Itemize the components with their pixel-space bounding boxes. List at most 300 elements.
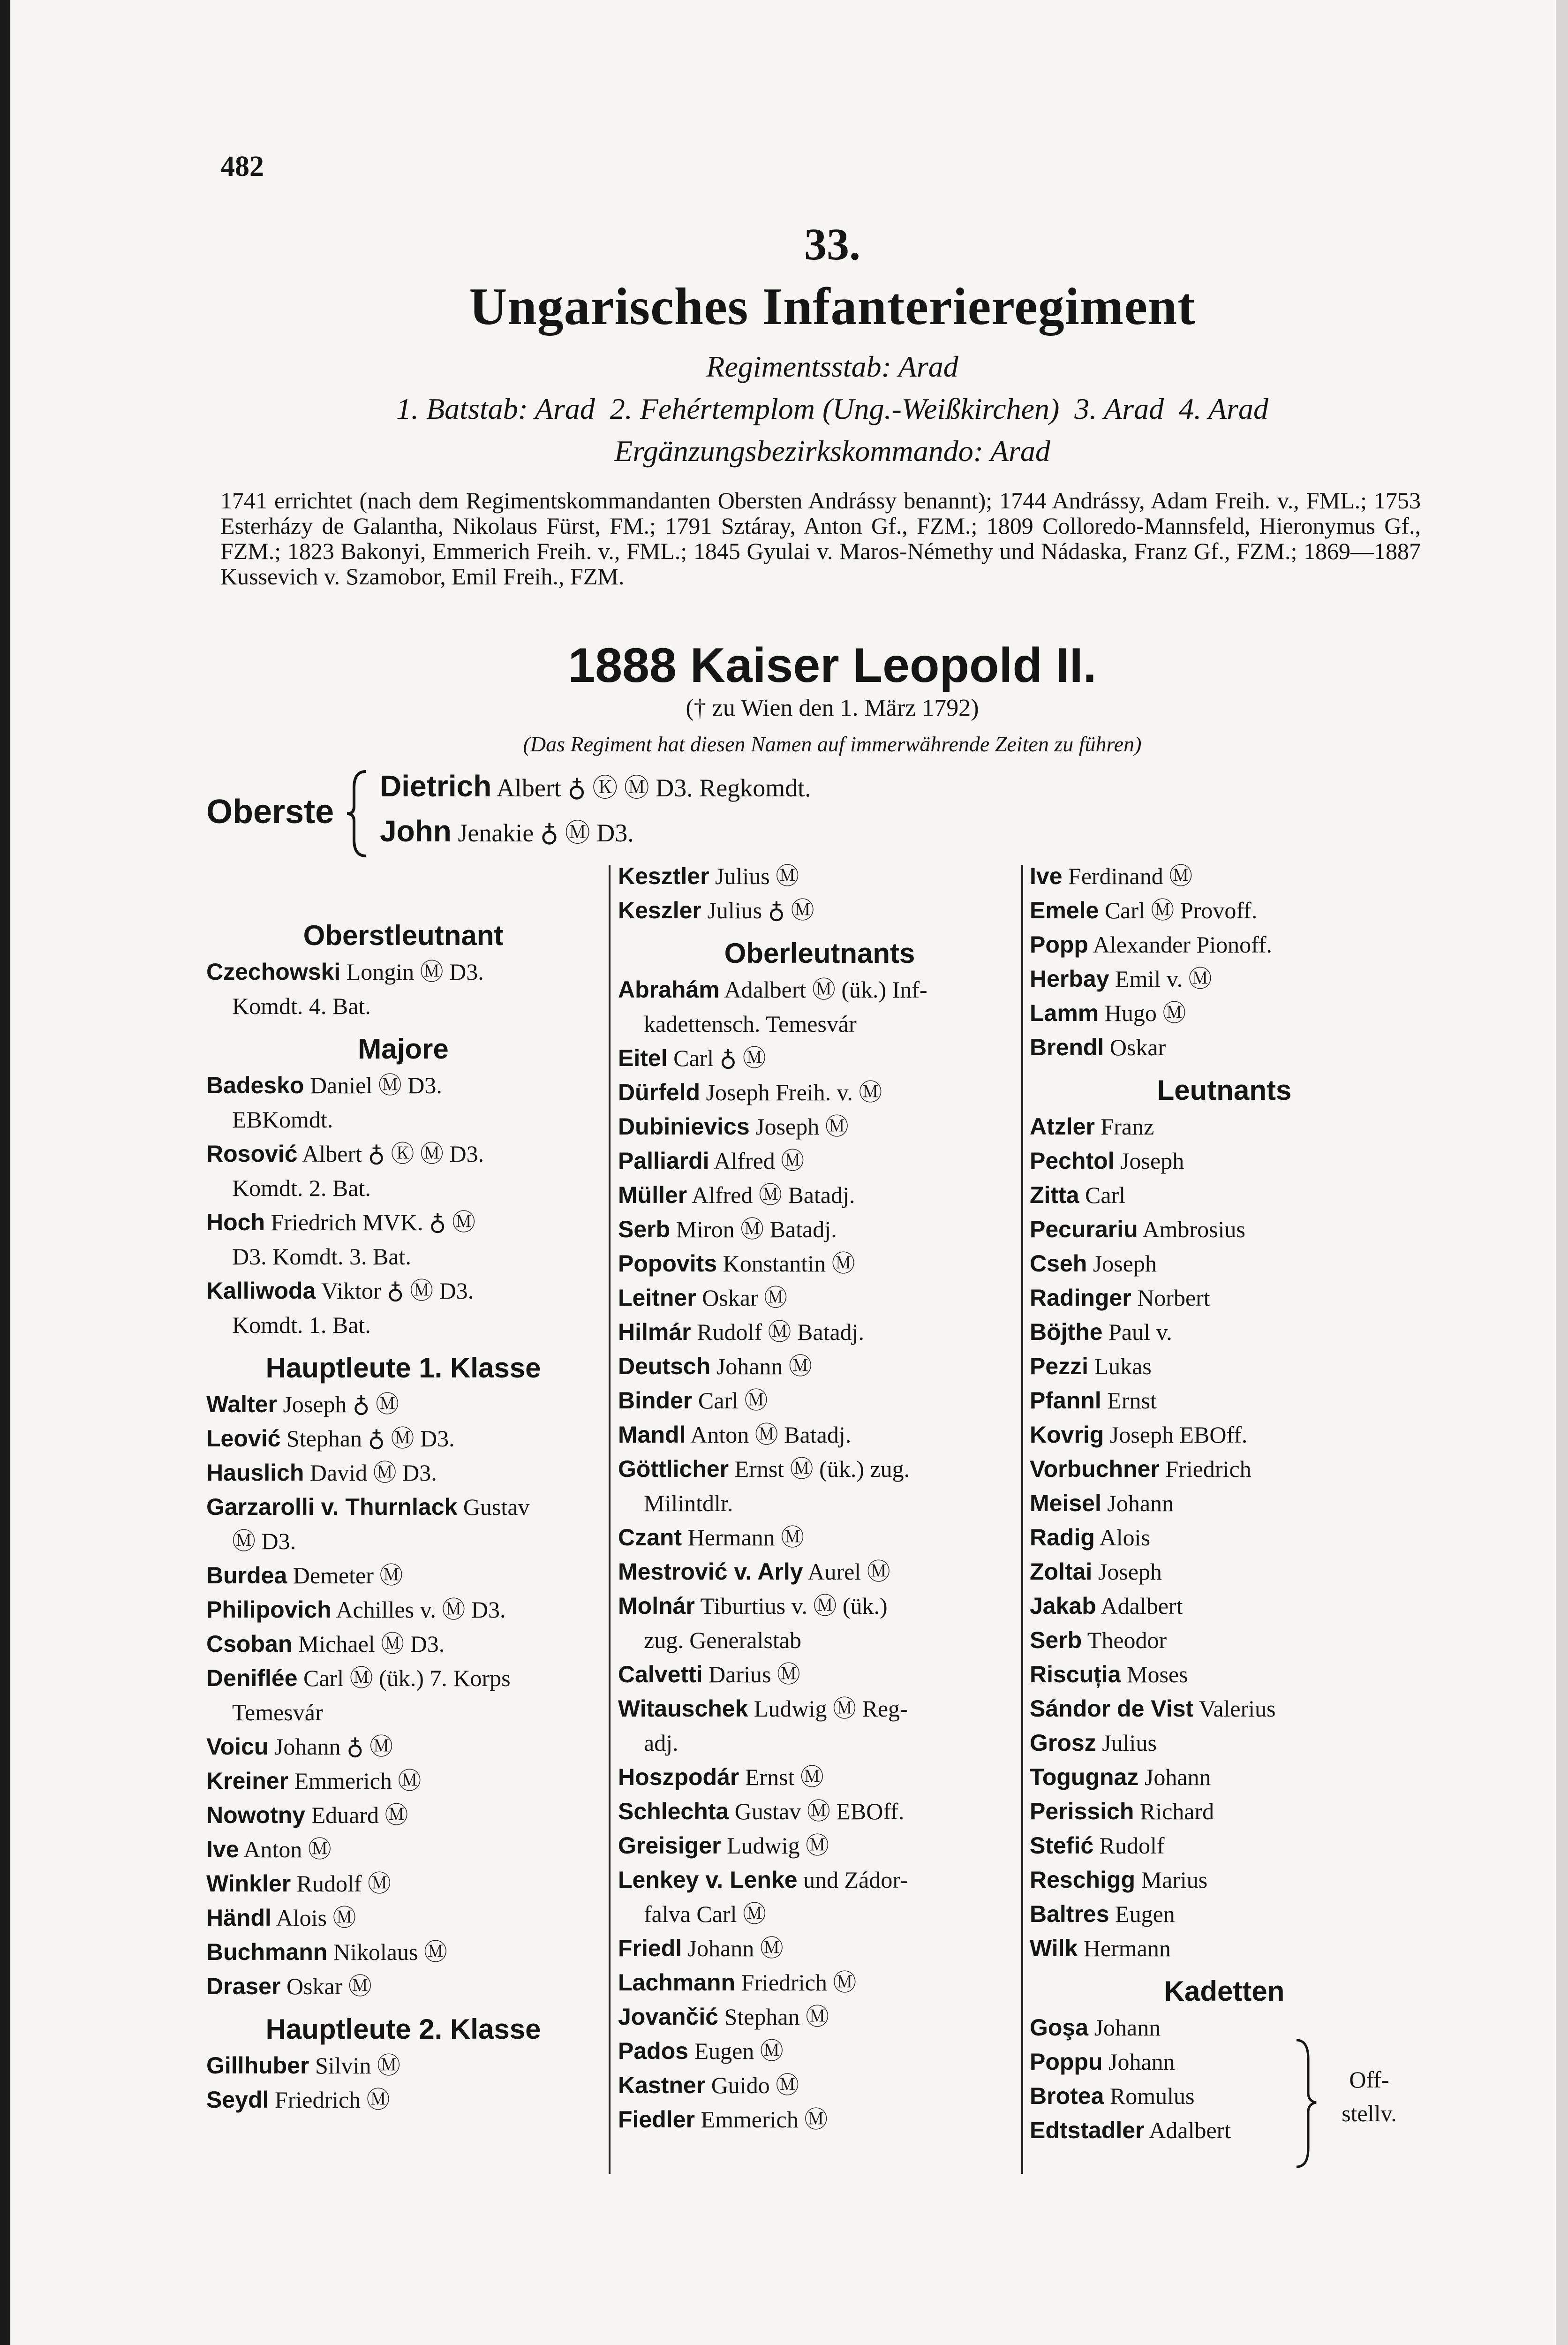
officer-entry	[1030, 1110, 1419, 1144]
officer-surname: Emele	[1030, 897, 1099, 923]
officer-surname: Leović	[206, 1425, 281, 1452]
officer-surname: Mandl	[618, 1422, 686, 1448]
officer-entry	[1030, 962, 1419, 996]
officer-entry	[618, 1931, 1021, 1966]
officer-entry	[618, 1692, 1021, 1726]
scan-border-left	[0, 0, 10, 2345]
officer-entry	[1030, 1030, 1419, 1065]
officer-surname: Kreiner	[206, 1768, 289, 1794]
regiment-title: Ungarisches Infanterieregiment	[469, 278, 1196, 336]
officer-entry	[206, 1764, 600, 1798]
officer-details: Romulus	[1109, 2083, 1195, 2109]
officer-entry	[1030, 1281, 1419, 1315]
officer-details: Daniel Ⓜ D3.	[309, 1072, 442, 1098]
column-left	[206, 910, 600, 2117]
officer-entry	[618, 1418, 1021, 1452]
officer-details: Friedrich Ⓜ	[274, 2087, 390, 2113]
officer-details: Tiburtius v. Ⓜ (ük.)	[700, 1593, 888, 1619]
officer-surname: Atzler	[1030, 1113, 1095, 1140]
officer-entry	[1030, 1726, 1419, 1760]
officer-surname: Mestrović v. Arly	[618, 1558, 803, 1585]
page-number: 482	[220, 151, 264, 182]
officer-details: Stephan Ⓜ	[724, 2004, 829, 2030]
officer-details: Albert ♁ Ⓚ Ⓜ D3.	[302, 1141, 484, 1167]
officer-surname: Buchmann	[206, 1939, 328, 1965]
officer-entry	[618, 1110, 1021, 1144]
section-heading: Oberstleutnant	[303, 920, 504, 951]
officer-surname: Deutsch	[618, 1353, 711, 1379]
column-divider	[609, 865, 611, 2174]
regiment-number: 33.	[804, 219, 860, 269]
officer-entry	[618, 1829, 1021, 1863]
officer-surname: Hoszpodár	[618, 1764, 739, 1790]
officer-details: Aurel Ⓜ	[807, 1558, 890, 1585]
officer-details: Ernst Ⓜ	[745, 1764, 824, 1790]
officer-entry	[206, 2083, 600, 2117]
officer-entry	[1030, 1931, 1419, 1966]
officer-details: Ludwig Ⓜ	[727, 1832, 829, 1859]
officer-details: Gustav Ⓜ EBOff.	[734, 1798, 905, 1824]
officer-details: Adalbert	[1101, 1593, 1183, 1619]
officer-entry	[206, 1068, 600, 1103]
officer-entry	[1030, 928, 1419, 962]
officer-entry-continuation: zug. Generalstab	[644, 1627, 801, 1653]
officer-details: Julius Ⓜ	[715, 863, 799, 889]
oberste-label: Oberste	[206, 793, 334, 831]
officer-entry	[1030, 1692, 1419, 1726]
officer-details: Hugo Ⓜ	[1104, 1000, 1186, 1026]
officer-details: Lukas	[1094, 1353, 1152, 1379]
officer-entry-continuation: Komdt. 1. Bat.	[232, 1312, 371, 1338]
officer-details: Hermann	[1083, 1935, 1171, 1961]
officer-entry	[618, 1966, 1021, 2000]
officer-details: Johann Ⓜ	[687, 1935, 784, 1961]
officer-entry	[618, 1657, 1021, 1692]
officer-entry-continuation: Komdt. 4. Bat.	[232, 993, 371, 1019]
officer-details: Silvin Ⓜ	[315, 2052, 400, 2079]
officer-entry	[1030, 1589, 1419, 1623]
officer-surname: Ive	[206, 1836, 239, 1862]
officer-details: Achilles v. Ⓜ D3.	[336, 1596, 506, 1623]
officer-details: Konstantin Ⓜ	[723, 1250, 855, 1277]
officer-entry	[206, 1798, 600, 1832]
officer-surname: Dürfeld	[618, 1079, 700, 1105]
officer-surname: Vorbuchner	[1030, 1456, 1160, 1482]
officer-surname: Abrahám	[618, 976, 720, 1003]
officer-details: Darius Ⓜ	[709, 1661, 800, 1687]
oberste-list	[380, 764, 811, 855]
officer-entry	[618, 2034, 1021, 2068]
officer-details: Oskar Ⓜ	[702, 1285, 788, 1311]
officer-surname: Poppu	[1030, 2049, 1103, 2075]
officer-entry-continuation: falva Carl Ⓜ	[644, 1901, 767, 1927]
officer-entry	[206, 1832, 600, 1867]
officer-details: Demeter Ⓜ	[293, 1562, 403, 1589]
officer-details: Theodor	[1087, 1627, 1167, 1653]
officer-entry-continuation: kadettensch. Temesvár	[644, 1011, 857, 1037]
officer-surname: Dubinievics	[618, 1113, 750, 1140]
officer-entry	[1030, 1178, 1419, 1212]
officer-surname: Kovrig	[1030, 1422, 1104, 1448]
officer-entry	[206, 1867, 600, 1901]
officer-details: Carl Ⓜ (ük.) 7. Korps	[303, 1665, 511, 1691]
officer-surname: Goşa	[1030, 2014, 1089, 2041]
officer-surname: Nowotny	[206, 1802, 306, 1828]
officer-details: Gustav	[463, 1494, 530, 1520]
officer-surname: Zoltai	[1030, 1558, 1093, 1585]
officer-entry	[1030, 1315, 1419, 1349]
officer-surname: Hauslich	[206, 1460, 304, 1486]
officer-entry	[206, 1274, 600, 1308]
officer-entry	[618, 2000, 1021, 2034]
officer-details: Richard	[1139, 1798, 1214, 1824]
officer-surname: Kalliwoda	[206, 1278, 316, 1304]
officer-details: Friedrich Ⓜ	[741, 1969, 857, 1996]
officer-entry	[618, 1315, 1021, 1349]
officer-surname: Deniflée	[206, 1665, 298, 1691]
officer-details: Adalbert	[1149, 2117, 1231, 2143]
officer-entry	[206, 1935, 600, 1969]
officer-details: Stephan ♁ Ⓜ D3.	[286, 1425, 455, 1452]
officer-surname: Binder	[618, 1387, 693, 1414]
officer-entry	[206, 1627, 600, 1661]
officer-surname: Herbay	[1030, 966, 1109, 992]
officer-details: Alfred Ⓜ	[714, 1148, 805, 1174]
officer-surname: Schlechta	[618, 1798, 729, 1824]
officer-details: Longin Ⓜ D3.	[346, 959, 484, 985]
officer-details: Joseph Freih. v. Ⓜ	[706, 1079, 882, 1105]
officer-surname: Popp	[1030, 931, 1088, 958]
officer-details: Joseph ♁ Ⓜ	[283, 1391, 400, 1417]
officer-details: Rudolf Ⓜ Batadj.	[697, 1319, 865, 1345]
officer-surname: Garzarolli v. Thurnlack	[206, 1494, 458, 1520]
officer-details: Johann	[1107, 1490, 1174, 1516]
officer-surname: Walter	[206, 1391, 277, 1417]
officer-surname: Calvetti	[618, 1661, 703, 1687]
death-note: († zu Wien den 1. März 1792)	[686, 695, 979, 721]
officer-surname: Eitel	[618, 1045, 668, 1071]
officer-surname: Wilk	[1030, 1935, 1078, 1961]
officer-details: Eugen	[1115, 1901, 1175, 1927]
officer-entry	[618, 1520, 1021, 1555]
officer-details: Joseph Ⓜ	[755, 1113, 849, 1140]
officer-surname: Pados	[618, 2038, 689, 2064]
officer-entry	[206, 1137, 600, 1171]
officer-surname: Böjthe	[1030, 1319, 1103, 1345]
officer-entry	[618, 1349, 1021, 1384]
officer-details: Johann	[1094, 2014, 1161, 2041]
officer-surname: Rosović	[206, 1141, 298, 1167]
officer-entry	[206, 1969, 600, 2004]
officer-entry	[618, 893, 1021, 928]
officer-surname: Radig	[1030, 1524, 1095, 1551]
officer-details: Valerius	[1199, 1695, 1276, 1722]
officer-entry	[618, 1589, 1021, 1623]
battalion-line: 1. Batstab: Arad 2. Fehértemplom (Ung.-Weißkirchen) 3. Arad 4. Arad	[396, 392, 1268, 425]
officer-entry	[206, 2049, 600, 2083]
column-divider	[1021, 865, 1023, 2174]
officer-entry-continuation: D3. Komdt. 3. Bat.	[232, 1243, 411, 1270]
officer-entry	[1030, 1829, 1419, 1863]
officer-details: Oskar Ⓜ	[286, 1973, 372, 1999]
officer-entry	[1030, 893, 1419, 928]
column-right	[1030, 859, 1419, 2148]
scan-border-right	[1556, 0, 1568, 2345]
officer-entry-continuation: Komdt. 2. Bat.	[232, 1175, 371, 1201]
oberste-brace	[345, 769, 373, 858]
officer-details: Miron Ⓜ Batadj.	[676, 1216, 837, 1242]
kadetten-note-line: Off-	[1349, 2066, 1389, 2093]
officer-entry	[1030, 2011, 1419, 2045]
officer-surname: Pfannl	[1030, 1387, 1101, 1414]
officer-details: Friedrich MVK. ♁ Ⓜ	[271, 1209, 475, 1235]
officer-entry	[618, 1555, 1021, 1589]
officer-surname: Händl	[206, 1905, 271, 1931]
officer-entry	[206, 1422, 600, 1456]
officer-entry	[1030, 1418, 1419, 1452]
officer-details: Ferdinand Ⓜ	[1068, 863, 1193, 889]
oberste-entry	[380, 764, 811, 809]
officer-entry	[618, 1075, 1021, 1110]
officer-surname: Seydl	[206, 2087, 269, 2113]
officer-entry	[206, 1730, 600, 1764]
officer-entry	[618, 1863, 1021, 1897]
officer-entry-continuation: Milintdlr.	[644, 1490, 733, 1516]
officer-entry	[1030, 1212, 1419, 1247]
officer-entry	[618, 1452, 1021, 1486]
officer-surname: Serb	[1030, 1627, 1082, 1653]
officer-surname: Baltres	[1030, 1901, 1109, 1927]
officer-details: Emil v. Ⓜ	[1115, 966, 1212, 992]
officer-details: Norbert	[1137, 1285, 1210, 1311]
officer-surname: Sándor de Vist	[1030, 1695, 1194, 1722]
officer-details: Joseph	[1098, 1558, 1162, 1585]
oberste-entry	[380, 809, 811, 855]
officer-surname: Hoch	[206, 1209, 265, 1235]
officer-entry	[1030, 1486, 1419, 1520]
officer-details: Rudolf Ⓜ	[296, 1870, 392, 1897]
officer-details: Joseph EBOff.	[1109, 1422, 1248, 1448]
officer-entry	[1030, 1144, 1419, 1178]
oberste-details: Albert ♁ Ⓚ Ⓜ D3. Regkomdt.	[496, 774, 811, 802]
officer-surname: Winkler	[206, 1870, 291, 1897]
officer-surname: Brotea	[1030, 2083, 1104, 2109]
officer-surname: Kesztler	[618, 863, 709, 889]
officer-surname: Pezzi	[1030, 1353, 1089, 1379]
kadetten-note-line: stellv.	[1342, 2100, 1397, 2126]
officer-entry	[1030, 1897, 1419, 1931]
officer-surname: Lamm	[1030, 1000, 1099, 1026]
officer-entry	[618, 2103, 1021, 2137]
officer-details: Ernst Ⓜ (ük.) zug.	[734, 1456, 910, 1482]
officer-details: Julius ♁ Ⓜ	[707, 897, 814, 923]
officer-entry	[1030, 1247, 1419, 1281]
officer-surname: Brendl	[1030, 1034, 1104, 1060]
oberste-surname: John	[380, 814, 452, 848]
officer-surname: Keszler	[618, 897, 701, 923]
officer-details: Alexander Pionoff.	[1093, 931, 1273, 958]
officer-surname: Kastner	[618, 2072, 706, 2098]
officer-entry	[206, 1456, 600, 1490]
officer-surname: Badesko	[206, 1072, 304, 1098]
officer-entry	[1030, 1555, 1419, 1589]
regiment-history: 1741 errichtet (nach dem Regimentskommandanten Obersten Andrássy benannt); 1744 Andrássy, Adam Freih. v., FML.; 1753 Esterházy de Galantha, Nikolaus Fürst, FM.; 1791 Sztáray, Anton Gf., FZM.; 1809 Colloredo-Mannsfeld, Hieronymus Gf., FZM.; 1823 Bakonyi, Emmerich Freih. v., FML.; 1845 Gyulai v. Maros-Némethy und Nádaska, Franz Gf., FZM.; 1869—1887 Kussevich v. Szamobor, Emil Freih., FZM.	[220, 487, 1421, 590]
officer-surname: Göttlicher	[618, 1456, 729, 1482]
officer-entry	[206, 1490, 600, 1524]
officer-details: Ambrosius	[1142, 1216, 1245, 1242]
officer-details: Adalbert Ⓜ (ük.) Inf-	[724, 976, 927, 1003]
officer-details: Friedrich	[1165, 1456, 1251, 1482]
officer-entry	[1030, 859, 1419, 893]
officer-surname: Meisel	[1030, 1490, 1101, 1516]
officer-entry	[1030, 1349, 1419, 1384]
officer-details: Ernst	[1107, 1387, 1157, 1414]
officer-surname: Pecurariu	[1030, 1216, 1138, 1242]
officer-entry	[618, 1281, 1021, 1315]
officer-entry	[206, 1593, 600, 1627]
officer-details: Johann	[1108, 2049, 1175, 2075]
officer-surname: Csoban	[206, 1631, 293, 1657]
officer-entry	[618, 1178, 1021, 1212]
officer-details: Michael Ⓜ D3.	[298, 1631, 445, 1657]
section-heading: Kadetten	[1164, 1975, 1285, 2007]
section-heading: Hauptleute 1. Klasse	[265, 1352, 541, 1384]
officer-surname: Molnár	[618, 1593, 695, 1619]
officer-entry	[618, 1247, 1021, 1281]
officer-surname: Zitta	[1030, 1182, 1079, 1208]
officer-surname: Draser	[206, 1973, 281, 1999]
officer-details: Johann ♁ Ⓜ	[274, 1733, 393, 1760]
officer-entry	[618, 1384, 1021, 1418]
officer-surname: Philipovich	[206, 1596, 332, 1623]
officer-details: Guido Ⓜ	[711, 2072, 799, 2098]
officer-details: Moses	[1127, 1661, 1188, 1687]
officer-details: Eugen Ⓜ	[694, 2038, 784, 2064]
officer-surname: Ive	[1030, 863, 1063, 889]
officer-details: und Zádor-	[803, 1867, 908, 1893]
officer-entry	[618, 1144, 1021, 1178]
section-heading: Hauptleute 2. Klasse	[265, 2013, 541, 2045]
officer-details: Alois	[1099, 1524, 1151, 1551]
officer-details: Anton Ⓜ	[243, 1836, 332, 1862]
officer-entry	[1030, 1657, 1419, 1692]
officer-details: Oskar	[1109, 1034, 1166, 1060]
kadetten-note	[1332, 2063, 1407, 2130]
officer-details: Alfred Ⓜ Batadj.	[692, 1182, 855, 1208]
section-heading: Majore	[358, 1033, 449, 1065]
officer-details: Emmerich Ⓜ	[294, 1768, 422, 1794]
officer-entry-continuation: adj.	[644, 1730, 678, 1756]
officer-details: Paul v.	[1108, 1319, 1172, 1345]
officer-surname: Reschigg	[1030, 1867, 1136, 1893]
officer-entry	[618, 1794, 1021, 1829]
officer-surname: Serb	[618, 1216, 671, 1242]
officer-details: Rudolf	[1099, 1832, 1165, 1859]
officer-details: Marius	[1141, 1867, 1208, 1893]
section-heading: Leutnants	[1157, 1074, 1292, 1106]
oberste-details: Jenakie ♁ Ⓜ D3.	[458, 819, 634, 847]
officer-surname: Hilmár	[618, 1319, 691, 1345]
officer-details: Carl Ⓜ Provoff.	[1104, 897, 1258, 923]
officer-surname: Togugnaz	[1030, 1764, 1139, 1790]
officer-surname: Czechowski	[206, 959, 341, 985]
officer-details: Joseph	[1093, 1250, 1157, 1277]
officer-entry	[206, 1901, 600, 1935]
officer-entry	[618, 973, 1021, 1007]
officer-details: Julius	[1102, 1730, 1157, 1756]
officer-entry	[1030, 1623, 1419, 1657]
officer-entry	[1030, 1760, 1419, 1794]
officer-entry-continuation: EBKomdt.	[232, 1106, 333, 1133]
officer-entry	[1030, 1520, 1419, 1555]
regiment-motto: (Das Regiment hat diesen Namen auf immerwährende Zeiten zu führen)	[523, 732, 1142, 756]
officer-entry	[206, 1387, 600, 1422]
officer-details: David Ⓜ D3.	[309, 1460, 437, 1486]
officer-surname: Pechtol	[1030, 1148, 1115, 1174]
officer-surname: Witauschek	[618, 1695, 748, 1722]
officer-surname: Voicu	[206, 1733, 269, 1760]
officer-surname: Lachmann	[618, 1969, 736, 1996]
officer-surname: Riscuția	[1030, 1661, 1121, 1687]
officer-entry	[206, 1661, 600, 1695]
officer-details: Johann	[1144, 1764, 1211, 1790]
inhaber-title: 1888 Kaiser Leopold II.	[568, 638, 1097, 693]
officer-details: Nikolaus Ⓜ	[333, 1939, 447, 1965]
officer-details: Hermann Ⓜ	[687, 1524, 805, 1551]
officer-surname: Jakab	[1030, 1593, 1096, 1619]
officer-entry-continuation: Ⓜ D3.	[232, 1528, 296, 1554]
officer-entry	[1030, 996, 1419, 1030]
officer-surname: Czant	[618, 1524, 682, 1551]
officer-surname: Müller	[618, 1182, 687, 1208]
officer-entry	[618, 859, 1021, 893]
officer-surname: Lenkey v. Lenke	[618, 1867, 798, 1893]
officer-entry	[206, 1558, 600, 1593]
officer-surname: Gillhuber	[206, 2052, 309, 2079]
officer-details: Carl Ⓜ	[698, 1387, 768, 1414]
officer-details: Carl ♁ Ⓜ	[673, 1045, 766, 1071]
officer-entry	[618, 1760, 1021, 1794]
officer-surname: Fiedler	[618, 2106, 695, 2133]
officer-surname: Palliardi	[618, 1148, 709, 1174]
officer-details: Carl	[1085, 1182, 1126, 1208]
officer-entry	[1030, 1384, 1419, 1418]
officer-entry	[206, 955, 600, 989]
officer-entry	[618, 1041, 1021, 1075]
officer-details: Viktor ♁ Ⓜ D3.	[321, 1278, 474, 1304]
officer-details: Anton Ⓜ Batadj.	[690, 1422, 852, 1448]
officer-details: Eduard Ⓜ	[311, 1802, 408, 1828]
officer-details: Emmerich Ⓜ	[701, 2106, 828, 2133]
officer-surname: Greisiger	[618, 1832, 721, 1859]
district-line: Ergänzungsbezirkskommando: Arad	[614, 434, 1050, 468]
officer-details: Alois Ⓜ	[276, 1905, 356, 1931]
officer-details: Ludwig Ⓜ Reg-	[754, 1695, 908, 1722]
officer-entry-continuation: Temesvár	[232, 1699, 323, 1725]
oberste-surname: Dietrich	[380, 769, 492, 803]
officer-entry	[1030, 1863, 1419, 1897]
kadetten-brace	[1292, 2038, 1320, 2169]
officer-details: Johann Ⓜ	[716, 1353, 812, 1379]
officer-surname: Cseh	[1030, 1250, 1087, 1277]
officer-surname: Perissich	[1030, 1798, 1134, 1824]
officer-entry	[618, 2068, 1021, 2103]
column-middle	[618, 859, 1021, 2137]
officer-surname: Stefić	[1030, 1832, 1094, 1859]
officer-details: Joseph	[1120, 1148, 1184, 1174]
officer-surname: Popovits	[618, 1250, 717, 1277]
officer-surname: Leitner	[618, 1285, 696, 1311]
